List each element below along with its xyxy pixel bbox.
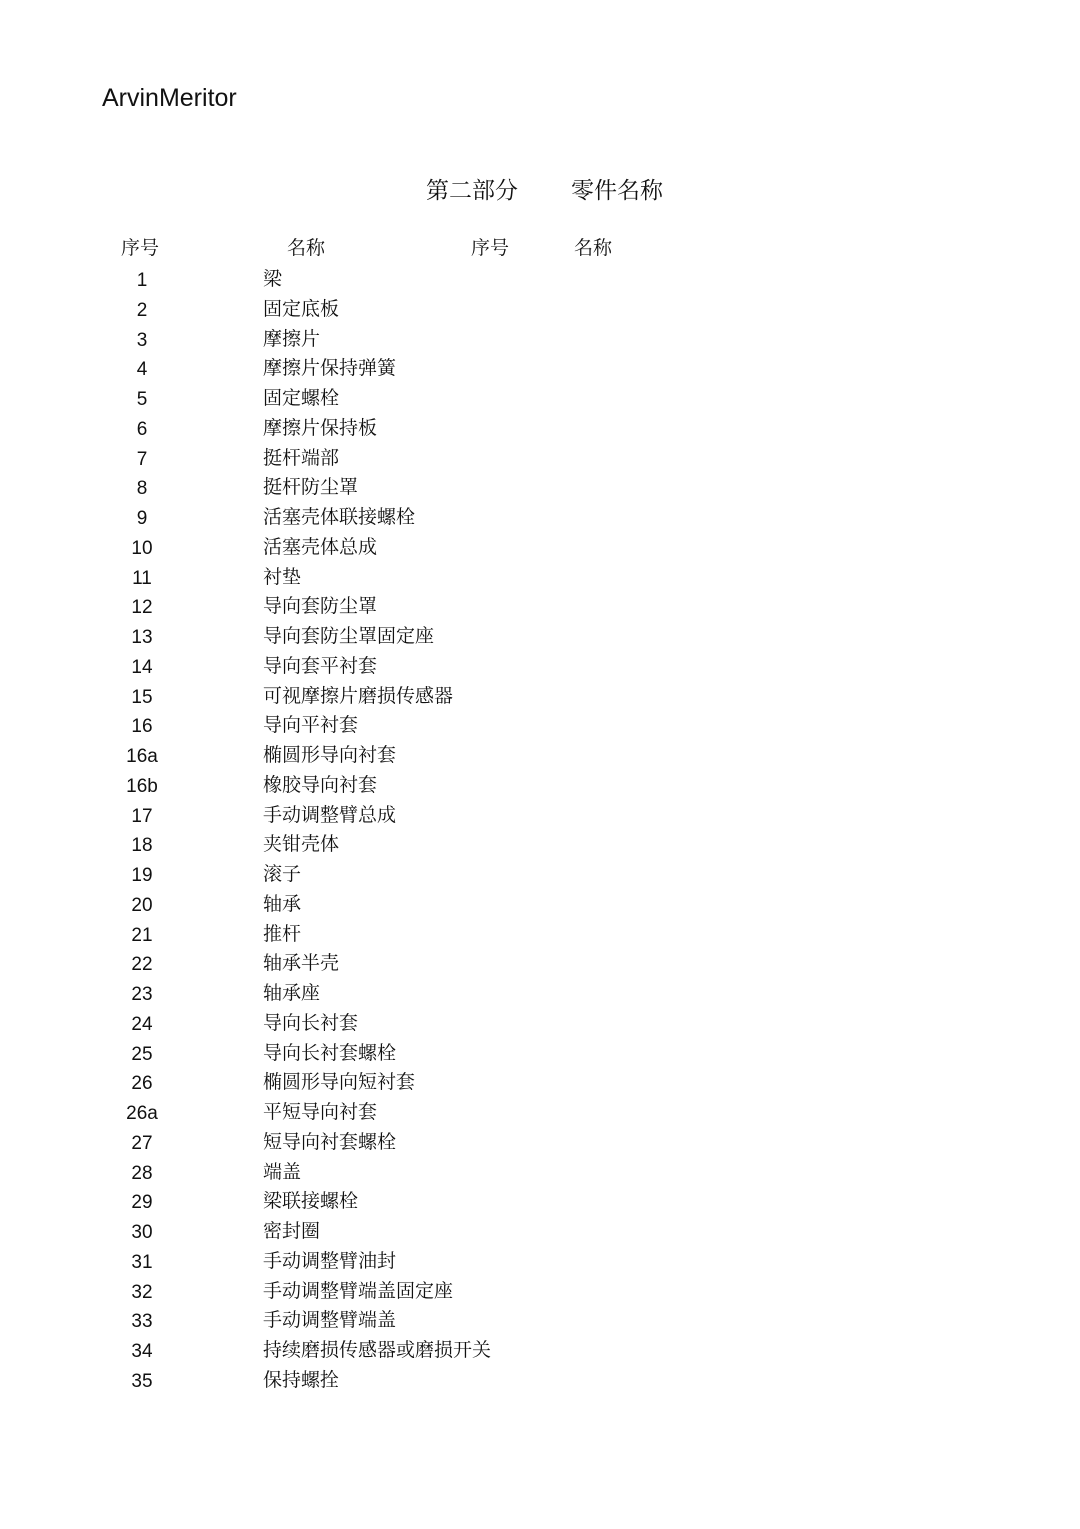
table-row [0,653,1080,683]
part-number: 24 [131,1013,153,1035]
part-number: 26a [126,1103,158,1124]
part-number: 27 [131,1132,153,1154]
part-number: 2 [136,299,148,321]
part-name: 椭圆形导向短衬套 [263,1071,416,1094]
part-name: 手动调整臂油封 [263,1249,397,1272]
part-name: 手动调整臂端盖 [263,1309,397,1332]
part-name: 导向套防尘罩 [263,595,378,618]
column-header-name-left: 名称 [287,237,326,259]
part-number: 9 [136,508,148,529]
part-number: 5 [136,389,148,410]
table-row [0,802,1080,832]
part-number: 23 [131,984,153,1005]
part-name: 挺杆防尘罩 [263,476,359,499]
part-name: 短导向衬套螺栓 [263,1130,397,1153]
table-row [0,1040,1080,1070]
part-name: 椭圆形导向衬套 [263,744,397,766]
part-number: 8 [136,478,148,500]
table-row [0,921,1080,951]
part-number: 16 [131,716,153,738]
part-number: 3 [136,329,148,351]
table-row [0,474,1080,504]
part-number: 20 [131,894,153,916]
table-row [0,891,1080,921]
table-row [0,1278,1080,1308]
part-number: 4 [136,359,148,381]
part-name: 梁联接螺栓 [263,1190,359,1213]
part-number: 21 [131,924,153,946]
table-row [0,415,1080,445]
part-number: 26 [131,1073,153,1095]
part-name: 推杆 [263,922,302,945]
table-row [0,445,1080,475]
brand-logo-text: ArvinMeritor [102,84,237,112]
table-row [0,1010,1080,1040]
part-number: 12 [131,597,153,619]
part-name: 导向套防尘罩固定座 [263,625,435,647]
table-row [0,1248,1080,1278]
part-name: 轴承 [263,892,302,915]
part-number: 1 [136,270,148,291]
part-name: 端盖 [263,1160,302,1183]
part-number: 6 [136,418,148,440]
part-name: 导向长衬套 [263,1011,359,1034]
table-row [0,504,1080,534]
table-row [0,355,1080,385]
part-number: 35 [131,1370,153,1392]
part-name: 手动调整臂总成 [263,803,397,826]
section-title-part: 第二部分 [426,178,518,204]
table-row [0,266,1080,296]
part-name: 摩擦片保持板 [263,416,378,439]
part-number: 17 [131,805,153,827]
part-name: 保持螺拴 [263,1368,340,1391]
table-row [0,1218,1080,1248]
table-row [0,1069,1080,1099]
table-row [0,296,1080,326]
part-number: 31 [131,1251,153,1273]
table-row [0,564,1080,594]
part-number: 16b [126,775,158,797]
part-name: 挺杆端部 [263,446,340,469]
table-row [0,593,1080,623]
part-name: 梁 [263,268,283,290]
table-row [0,1307,1080,1337]
table-row [0,950,1080,980]
table-row [0,1099,1080,1129]
part-number: 34 [131,1341,153,1362]
column-header-seq-right: 序号 [471,237,510,259]
part-name: 导向套平衬套 [263,654,378,677]
part-name: 导向长衬套螺栓 [263,1041,397,1064]
table-row [0,861,1080,891]
part-name: 轴承座 [263,982,321,1004]
table-row [0,980,1080,1010]
table-row [0,1337,1080,1367]
part-name: 可视摩擦片磨损传感器 [263,684,454,707]
table-row [0,831,1080,861]
part-name: 摩擦片保持弹簧 [263,357,397,380]
part-number: 28 [131,1162,153,1184]
table-row [0,1159,1080,1189]
part-number: 32 [131,1281,153,1303]
part-name: 摩擦片 [263,327,321,350]
part-name: 持续磨损传感器或磨损开关 [263,1339,492,1361]
part-number: 33 [131,1311,153,1333]
part-number: 25 [131,1043,153,1065]
part-number: 14 [131,656,153,678]
table-row [0,326,1080,356]
part-name: 密封圈 [263,1220,321,1242]
section-title-name: 零件名称 [571,178,663,204]
part-name: 轴承半壳 [263,952,340,975]
part-number: 18 [131,835,153,857]
part-name: 衬垫 [263,565,302,588]
table-row [0,772,1080,802]
part-name: 导向平衬套 [263,714,359,737]
part-number: 16a [126,746,158,767]
part-name: 夹钳壳体 [263,833,340,856]
table-row [0,1367,1080,1397]
table-row [0,683,1080,713]
part-number: 13 [131,627,153,648]
part-number: 19 [131,865,153,886]
part-name: 平短导向衬套 [263,1101,378,1123]
part-number: 29 [131,1192,153,1214]
parts-list [0,266,1080,1397]
part-name: 活塞壳体总成 [263,535,378,558]
part-number: 30 [131,1222,153,1243]
table-row [0,1188,1080,1218]
part-number: 7 [136,448,148,470]
table-row [0,1129,1080,1159]
part-number: 10 [131,537,153,559]
part-name: 橡胶导向衬套 [263,773,378,796]
part-name: 滚子 [263,863,302,885]
part-name: 固定螺栓 [263,387,340,409]
column-header-name-right: 名称 [574,237,613,259]
part-number: 11 [132,567,152,589]
table-row [0,712,1080,742]
part-name: 活塞壳体联接螺栓 [263,506,416,528]
table-row [0,385,1080,415]
part-name: 手动调整臂端盖固定座 [263,1279,454,1302]
part-number: 22 [131,954,153,976]
part-number: 15 [131,686,153,708]
table-row [0,623,1080,653]
column-header-seq-left: 序号 [121,237,160,259]
part-name: 固定底板 [263,297,340,320]
table-row [0,534,1080,564]
table-row [0,742,1080,772]
